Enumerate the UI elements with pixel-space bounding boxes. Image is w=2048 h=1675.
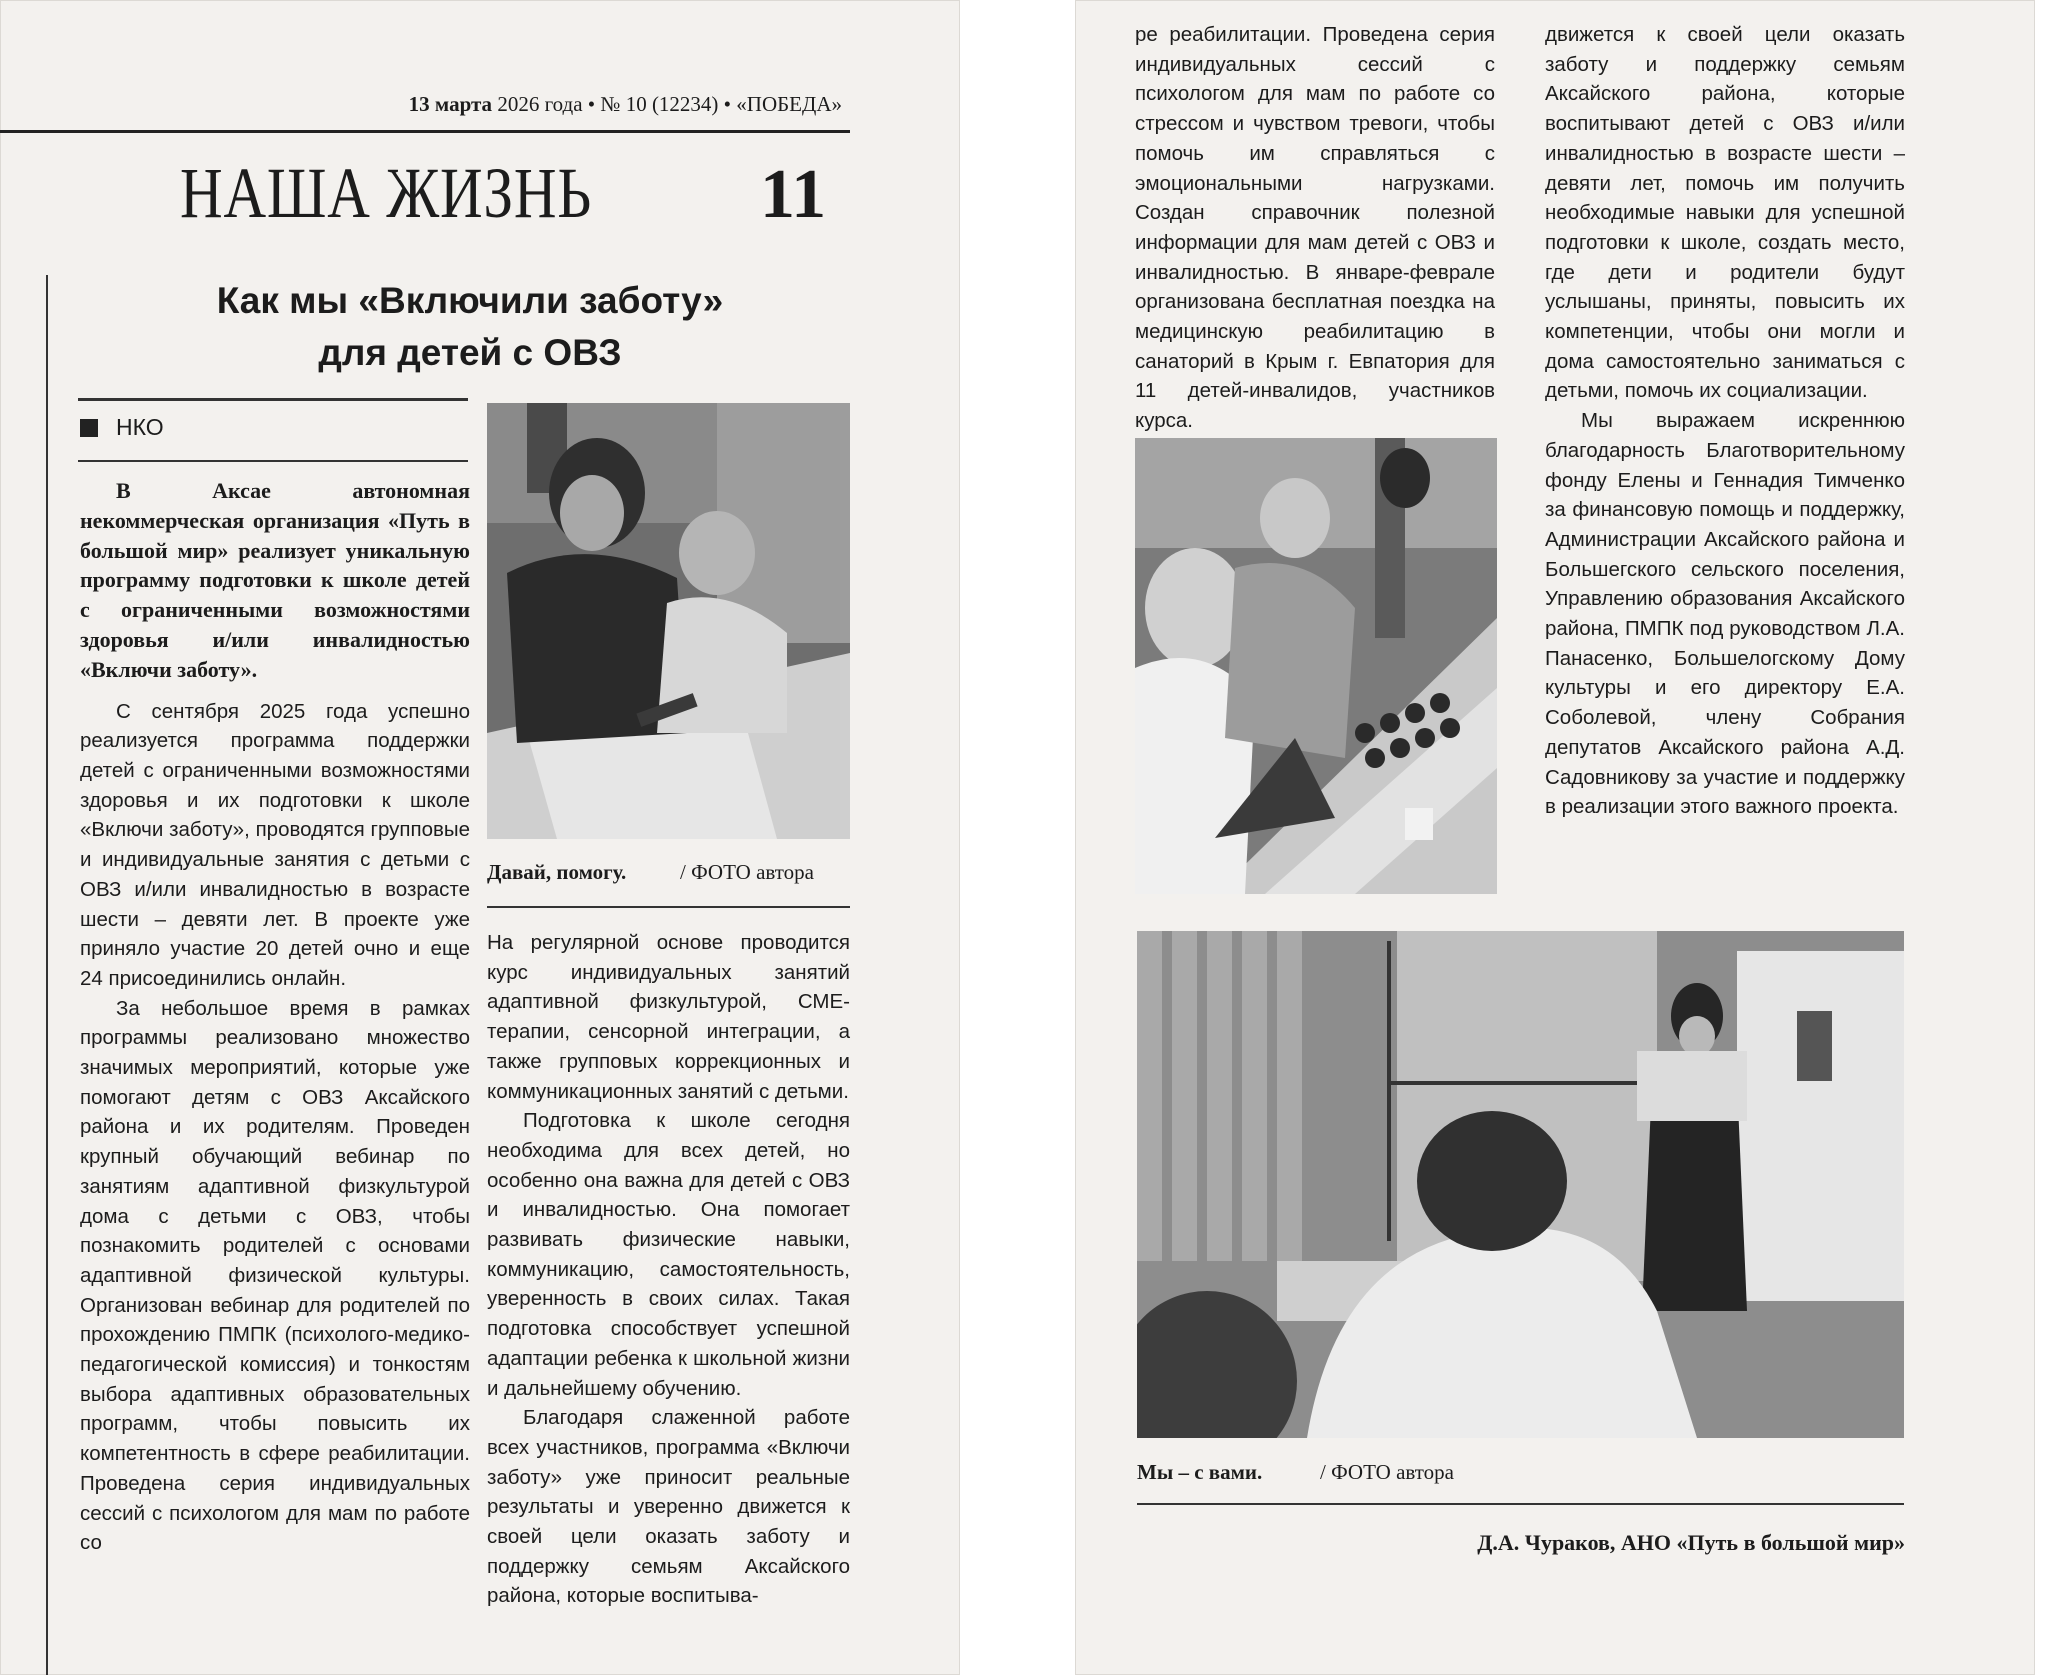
article-paragraph: ре реабилитации. Проведена серия индивидуальных сессий с психологом для мам по работе со стрессом и чувством тревоги, чтобы помочь им справляться с эмоциональными нагрузками. Создан справочник полезной информации для мам детей с ОВЗ и инвалидностью. В январе-феврале организована бесплатная поездка на медицинскую реабилитацию в санаторий в Крым г. Евпатория для 11 детей-инвалидов, участников курса. xyxy=(1135,23,1495,433)
masthead-dateline xyxy=(300,92,842,117)
article-paragraph: На регулярной основе проводится курс индивидуальных занятий адаптивной физкультурой, СМЕ-терапии, сенсорной интеграции, а также групповых коррекционных и коммуникационных занятий с детьми. xyxy=(487,931,850,1103)
photo-woman-showing-painting xyxy=(1137,931,1904,1438)
article-paragraph: движется к своей цели оказать заботу и поддержку семьям Аксайского района, которые воспитывают детей с ОВЗ и/или инвалидностью в возрасте шести – девяти лет, помочь им получить необходимые навыки для успешной подготовки к школе, создать место, где дети и родители будут услышаны, приняты, повысить их компетенции, чтобы они могли и дома самостоятельно заниматься с детьми, помочь их социализации. xyxy=(1545,23,1905,403)
article-paragraph: Подготовка к школе сегодня необходима для всех детей, но особенно она важна для детей с ОВЗ и инвалидностью. Она помогает развивать физические навыки, коммуникацию, самостоятельность, уверенность в своих силах. Такая подготовка способствует успешной адаптации ребенка к школьной жизни и дальнейшему обучению. xyxy=(487,1109,850,1400)
article-lead: В Аксае автономная некоммерческая организация «Путь в большой мир» реализует уникальную программу подготовки к школе детей с ограниченными возможностями здоровья и/или инвалидностью «Включи заботу». xyxy=(80,478,470,682)
caption-rule xyxy=(1137,1503,1904,1505)
article-signature: Д.А. Чураков, АНО «Путь в большой мир» xyxy=(1477,1530,1905,1555)
article-border xyxy=(46,275,48,1675)
rubric-label: НКО xyxy=(116,414,164,440)
photo-credit: / ФОТО автора xyxy=(680,860,814,884)
photo-credit: / ФОТО автора xyxy=(1320,1460,1454,1484)
caption-title: Мы – с вами. xyxy=(1137,1460,1263,1484)
article-column-2 xyxy=(487,928,850,1611)
rubric-square-icon xyxy=(80,419,98,437)
photo-caption xyxy=(1137,1460,1262,1485)
masthead-issue: 2026 года • № 10 (12234) • «ПОБЕДА» xyxy=(492,92,842,116)
article-paragraph: С сентября 2025 года успешно реализуется программа поддержки детей с ограниченными возможностями здоровья и их подготовки к школе «Включи заботу», проводятся групповые и индивидуальные занятия с детьми с ОВЗ и/или инвалидностью в возрасте шести – девяти лет. В проекте уже приняло участие 20 детей очно и еще 24 присоединились онлайн. xyxy=(80,699,470,990)
article-paragraph: Мы выражаем искреннюю благодарность Благотворительному фонду Елены и Геннадия Тимченко за финансовую помощь и поддержку, Администрации Аксайского района и Большегского сельского поселения, Управлению образования Аксайского района, ПМПК под руководством Л.А. Панасенко, Большелогскому Дому культуры и его директору Е.А. Соболевой, члену Собрания депутатов Аксайского района А.Д. Садовникову за участие и поддержку в реализации этого важного проекта. xyxy=(1545,409,1905,819)
masthead-rule xyxy=(0,130,850,133)
photo-mother-child-writing xyxy=(487,403,850,839)
rubric-rule xyxy=(78,460,468,462)
rubric-rule xyxy=(78,398,468,401)
caption-rule xyxy=(487,906,850,908)
caption-title: Давай, помогу. xyxy=(487,860,627,884)
article-paragraph: За небольшое время в рамках программы реализовано множество значимых мероприятий, которые уже помогают детям с ОВЗ Аксайского района и их родителям. Проведен крупный обучающий вебинар по занятиям адаптивной физкультурой дома с детьми с ОВЗ, чтобы познакомить родителей с основами адаптивной физической культуры. Организован вебинар для родителей по прохождению ПМПК (психолого-медико-педагогической комиссия) и тонкостям выбора адаптивных образовательных программ, чтобы повысить их компетентность в сфере реабилитации. Проведена серия индивидуальных сессий с психологом для мам по работе со xyxy=(80,996,470,1555)
photo-caption xyxy=(487,860,626,885)
newspaper-page-left xyxy=(0,0,960,1675)
article-column-4 xyxy=(1545,20,1905,822)
headline-line-2: для детей с ОВЗ xyxy=(318,332,622,373)
newspaper-page-right xyxy=(1075,0,2035,1675)
page-number: 11 xyxy=(760,156,827,233)
article-column-1 xyxy=(80,476,470,1558)
headline-line-1: Как мы «Включили заботу» xyxy=(216,280,724,321)
rubric xyxy=(80,414,164,441)
section-title: НАША ЖИЗНЬ xyxy=(180,153,593,233)
article-column-3 xyxy=(1135,20,1495,436)
article-headline xyxy=(130,275,810,379)
photo-women-painting xyxy=(1135,438,1497,894)
article-paragraph: Благодаря слаженной работе всех участников, программа «Включи заботу» уже приносит реальные результаты и уверенно движется к своей цели оказать заботу и поддержку семьям Аксайского района, которые воспитыва- xyxy=(487,1406,850,1608)
masthead-date: 13 марта xyxy=(408,92,493,116)
